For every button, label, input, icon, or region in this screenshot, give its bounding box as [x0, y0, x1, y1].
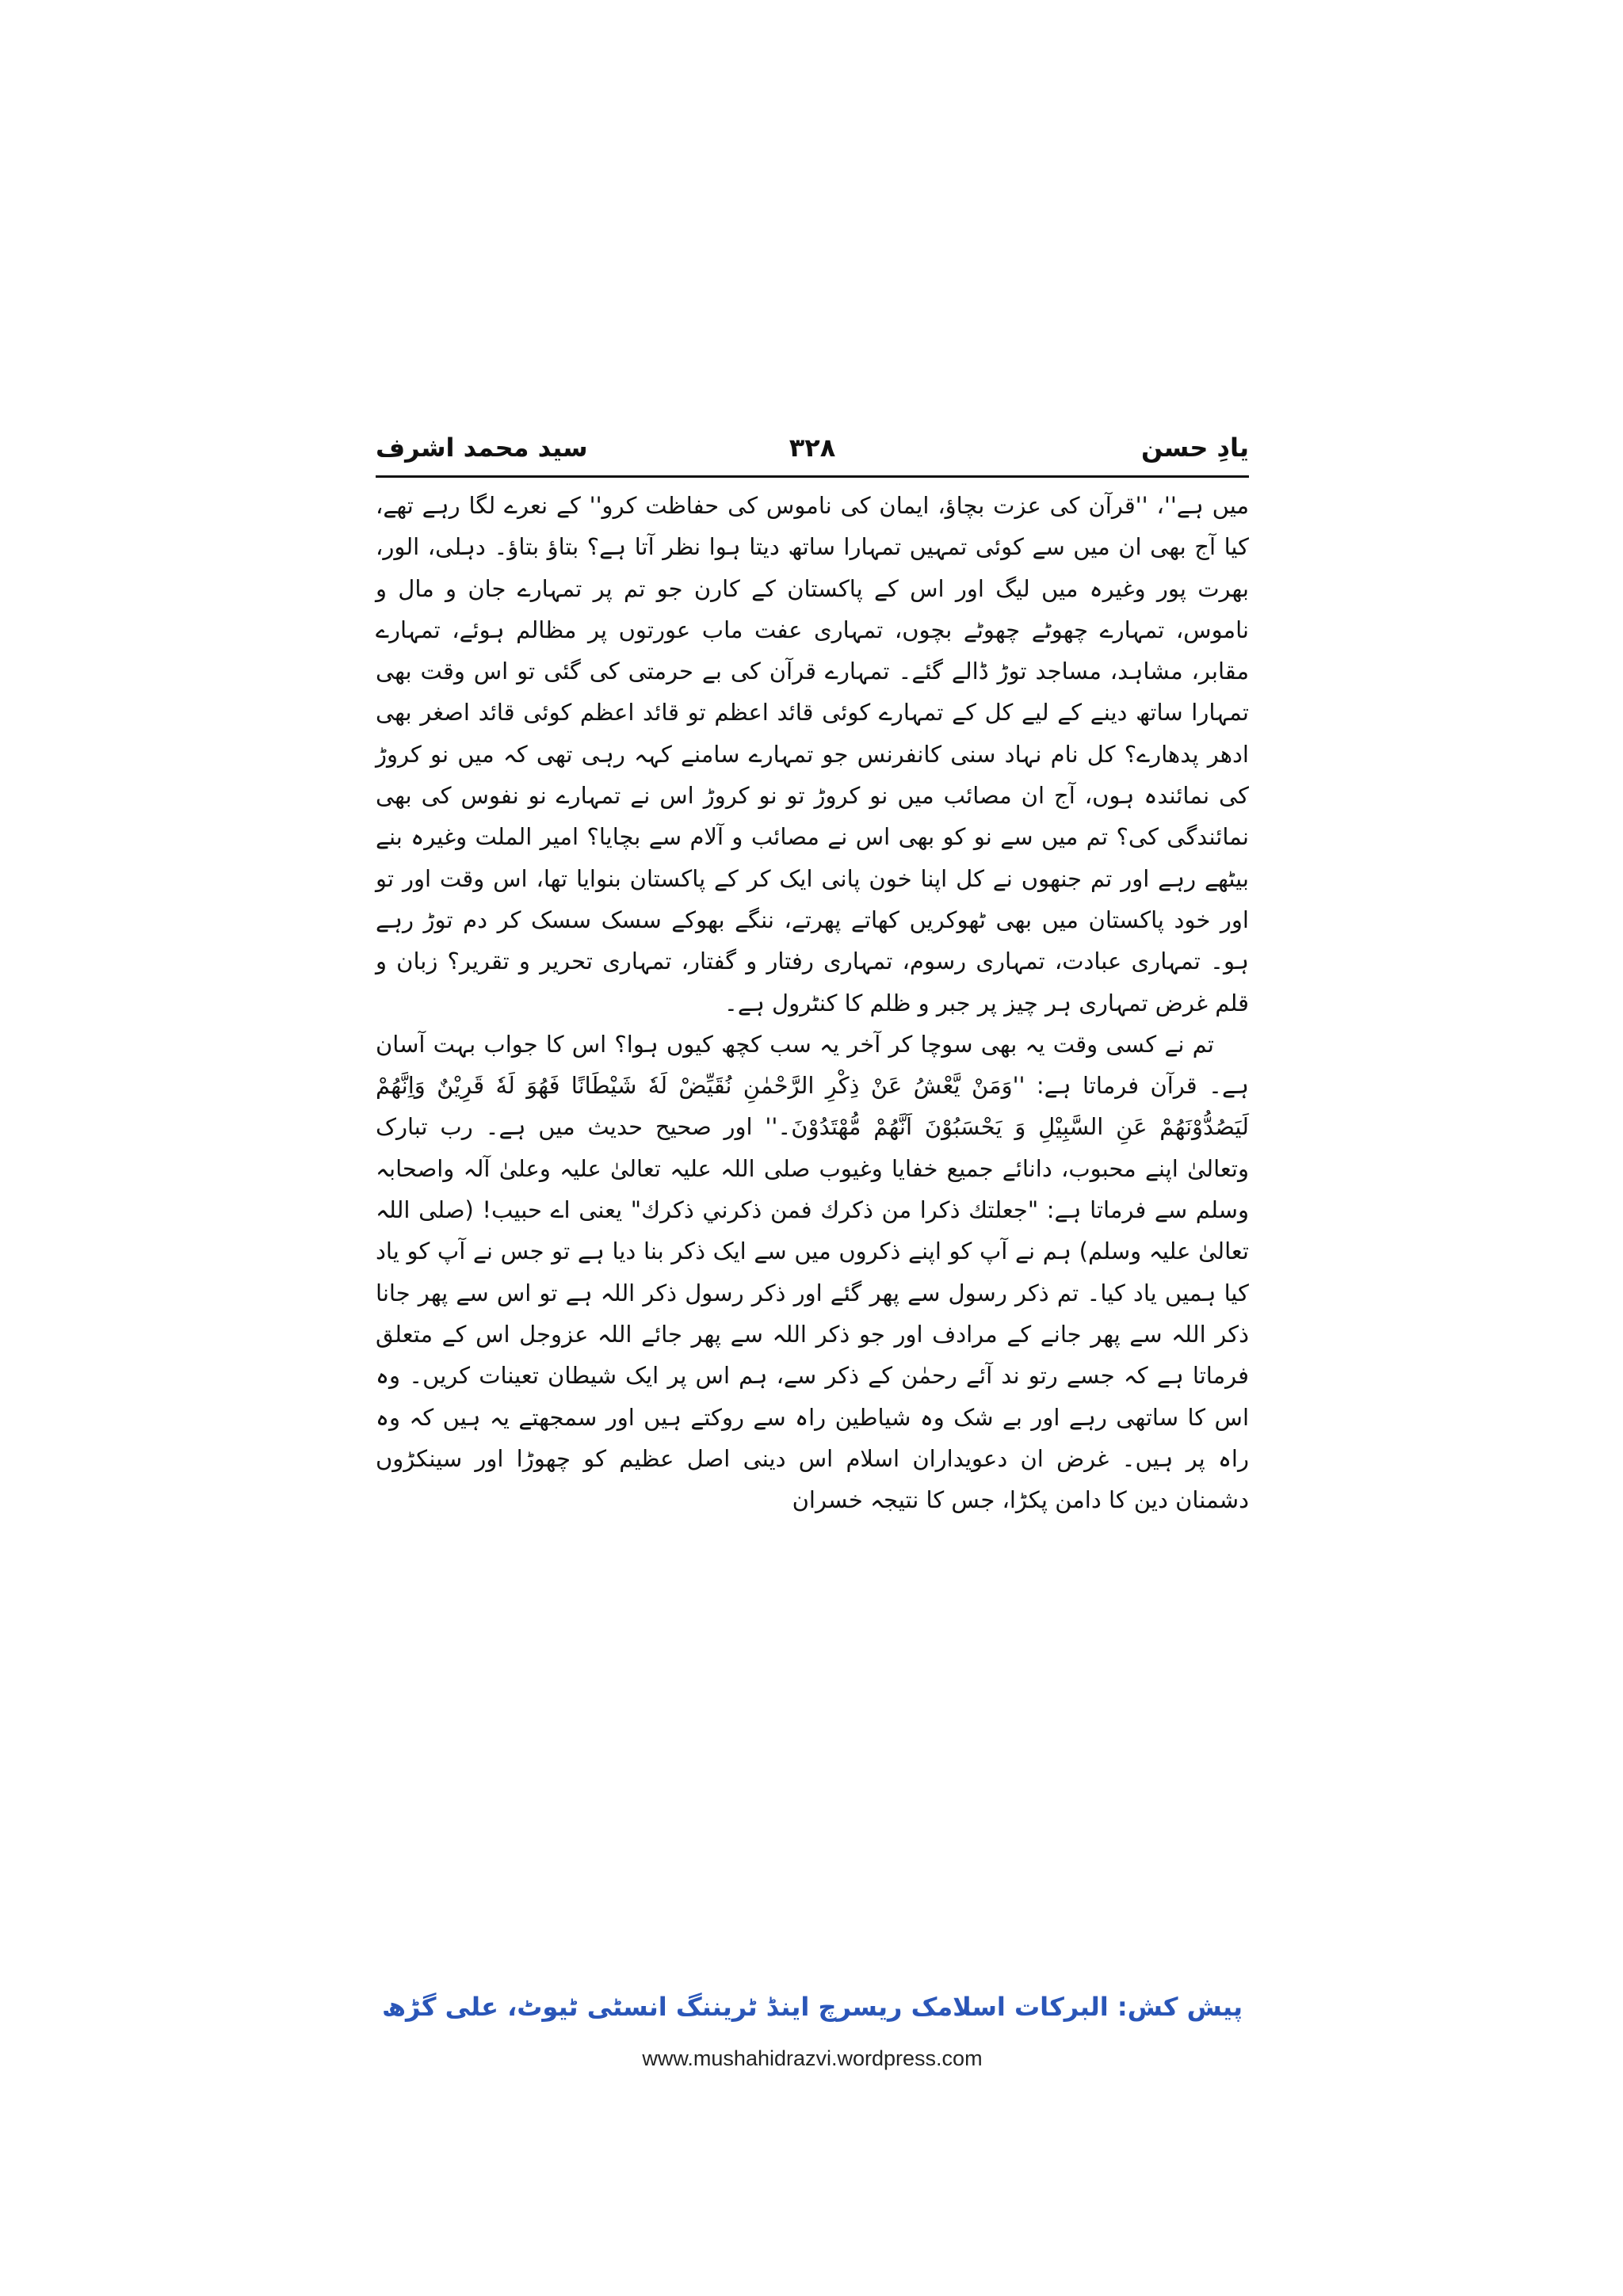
body-text — [376, 485, 1249, 1520]
book-title: یادِ حسن — [1140, 433, 1249, 463]
page-number: ۳۲۸ — [789, 433, 836, 463]
paragraph: تم نے کسی وقت یہ بھی سوچا کر آخر یہ سب کچھ کیوں ہوا؟ اس کا جواب بہت آسان ہے۔ قرآن فرماتا ہے: ''وَمَنْ یَّعْشُ عَنْ ذِکْرِ الرَّحْمٰنِ نُقَیِّضْ لَهٗ شَیْطَانًا فَهُوَ لَهٗ قَرِیْنٌ وَاِنَّهُمْ لَیَصُدُّوْنَهُمْ عَنِ السَّبِیْلِ وَ یَحْسَبُوْنَ اَنَّهُمْ مُّهْتَدُوْنَ۔'' اور صحیح حدیث میں ہے۔ رب تبارک وتعالیٰ اپنے محبوب، دانائے جمیع خفایا وغیوب صلی اللہ علیہ تعالیٰ علیہ وعلیٰ آلہ واصحابہ وسلم سے فرماتا ہے: "جعلتك ذكرا من ذكرك فمن ذكرني ذكرك" یعنی اے حبیب! (صلی اللہ تعالیٰ علیہ وسلم) ہم نے آپ کو اپنے ذکروں میں سے ایک ذکر بنا دیا ہے تو جس نے آپ کو یاد کیا ہمیں یاد کیا۔ تم ذکر رسول سے پھر گئے اور ذکر رسول ذکر اللہ ہے تو اس سے پھر جانا ذکر اللہ سے پھر جانے کے مرادف اور جو ذکر اللہ سے پھر جائے اللہ عزوجل اس کے متعلق فرماتا ہے کہ جسے رتو ند آئے رحمٰن کے ذکر سے، ہم اس پر ایک شیطان تعینات کریں۔ وہ اس کا ساتھی رہے اور بے شک وہ شیاطین راہ سے روکتے ہیں اور سمجھتے یہ ہیں کہ وہ راہ پر ہیں۔ غرض ان دعویداران اسلام اس دینی اصل عظیم کو چھوڑا اور سینکڑوں دشمنان دین کا دامن پکڑا، جس کا نتیجہ خسران — [376, 1030, 1249, 1514]
paragraph: میں ہے''، ''قرآن کی عزت بچاؤ، ایمان کی ناموس کی حفاظت کرو'' کے نعرے لگا رہے تھے، کیا آج بھی ان میں سے کوئی تمہیں تمہارا ساتھ دیتا ہوا نظر آتا ہے؟ بتاؤ بتاؤ۔ دہلی، الور، بھرت پور وغیرہ میں لیگ اور اس کے پاکستان کے کارن جو تم پر تمہارے جان و مال و ناموس، تمہارے چھوٹے چھوٹے بچوں، تمہاری عفت ماب عورتوں پر مظالم ہوئے، تمہارے مقابر، مشاہد، مساجد توڑ ڈالے گئے۔ تمہارے قرآن کی بے حرمتی کی گئی تو اس وقت بھی تمہارا ساتھ دینے کے لیے کل کے تمہارے کوئی قائد اعظم تو قائد اعظم کوئی قائد اصغر بھی ادھر پدھارے؟ کل نام نہاد سنی کانفرنس جو تمہارے سامنے کہہ رہی تھی کہ میں نو کروڑ کی نمائندہ ہوں، آج ان مصائب میں نو کروڑ تو نو کروڑ اس نے تمہارے نو نفوس کی بھی نمائندگی کی؟ تم میں سے نو کو بھی اس نے مصائب و آلام سے بچایا؟ امیر الملت وغیرہ بنے بیٹھے رہے اور تم جنھوں نے کل اپنا خون پانی ایک کر کے پاکستان بنوایا تھا، اس وقت اور تو اور خود پاکستان میں بھی ٹھوکریں کھاتے پھرتے، ننگے بھوکے سسک سسک کر دم توڑ رہے ہو۔ تمہاری عبادت، تمہاری رسوم، تمہاری رفتار و گفتار، تمہاری تحریر و تقریر؟ زبان و قلم غرض تمہاری ہر چیز پر جبر و ظلم کا کنٹرول ہے۔ — [376, 492, 1249, 1016]
header-divider — [376, 475, 1249, 478]
running-header — [376, 424, 1249, 471]
publisher-credit: پیش کش: البرکات اسلامک ریسرچ اینڈ ٹریننگ انسٹی ٹیوٹ، علی گڑھ — [382, 1992, 1243, 2022]
author-name: سید محمد اشرف — [376, 433, 588, 463]
website-url: www.mushahidrazvi.wordpress.com — [642, 2046, 983, 2070]
